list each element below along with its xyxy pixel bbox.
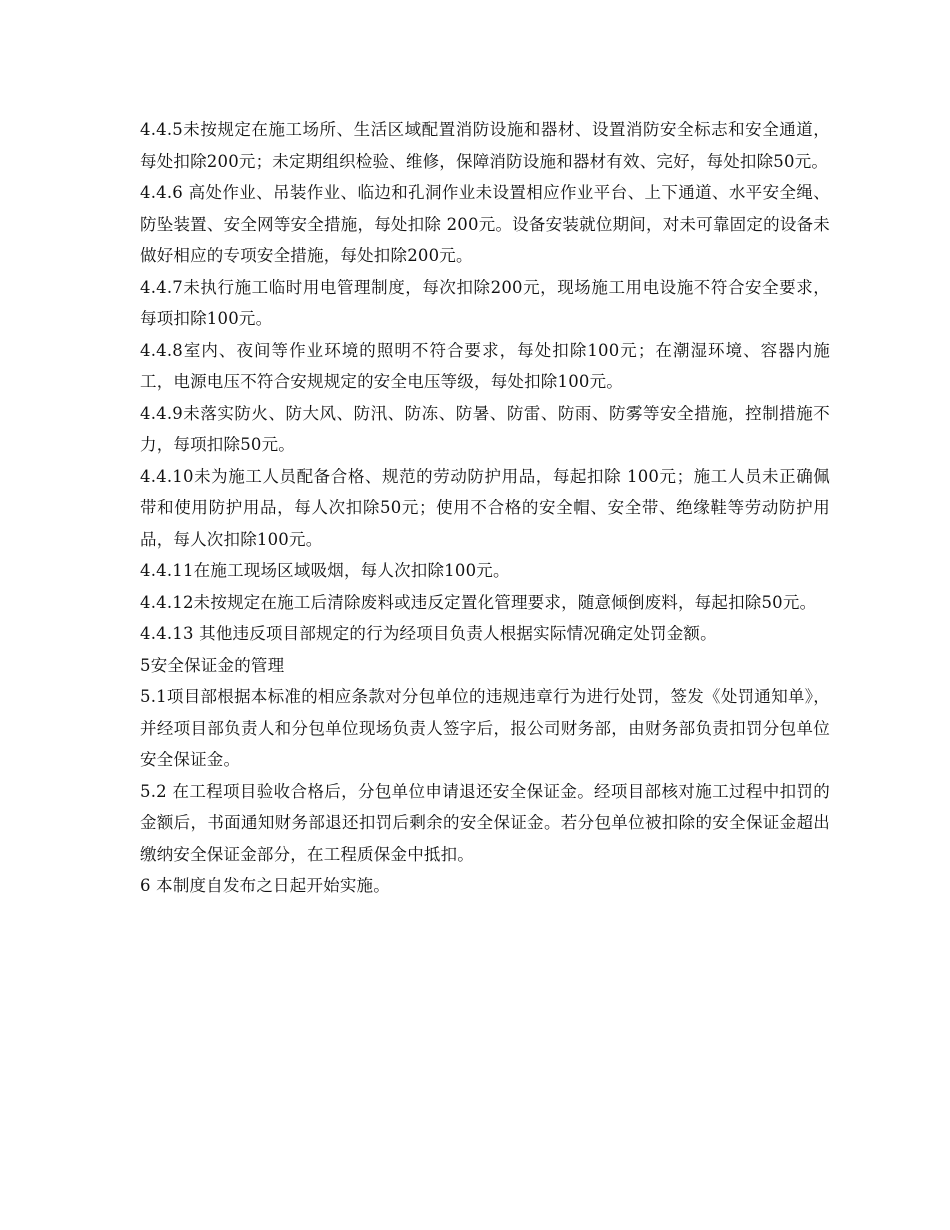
clause-4-4-11: 4.4.11在施工现场区域吸烟，每人次扣除100元。 [140, 561, 510, 580]
clause-4-4-13: 4.4.13 其他违反项目部规定的行为经项目负责人根据实际情况确定处罚金额。 [140, 624, 717, 643]
document-body [140, 114, 830, 902]
clause-5-1: 5.1项目部根据本标准的相应条款对分包单位的违规违章行为进行处罚，签发《处罚通知单》，并经项目部负责人和分包单位现场负责人签字后，报公司财务部，由财务部负责扣罚分包单位安全保证金。 [140, 687, 830, 769]
clause-4-4-6: 4.4.6 高处作业、吊装作业、临边和孔洞作业未设置相应作业平台、上下通道、水平安全绳、防坠装置、安全网等安全措施，每处扣除 200元。设备安装就位期间，对未可靠固定的设备未做好相应的专项安全措施，每处扣除200元。 [140, 183, 830, 265]
clause-6: 6 本制度自发布之日起开始实施。 [140, 876, 390, 895]
clause-4-4-9: 4.4.9未落实防火、防大风、防汛、防冻、防暑、防雷、防雨、防雾等安全措施，控制措施不力，每项扣除50元。 [140, 403, 830, 454]
section-5-heading: 5安全保证金的管理 [140, 655, 285, 675]
clause-4-4-10: 4.4.10未为施工人员配备合格、规范的劳动防护用品，每起扣除 100元；施工人员未正确佩带和使用防护用品，每人次扣除50元；使用不合格的安全帽、安全带、绝缘鞋等劳动防护用品，每人次扣除100元。 [140, 466, 830, 549]
clause-4-4-5: 4.4.5未按规定在施工场所、生活区域配置消防设施和器材、设置消防安全标志和安全通道，每处扣除200元；未定期组织检验、维修，保障消防设施和器材有效、完好，每处扣除50元。 [140, 120, 830, 171]
clause-4-4-12: 4.4.12未按规定在施工后清除废料或违反定置化管理要求，随意倾倒废料，每起扣除50元。 [140, 592, 817, 612]
clause-5-2: 5.2 在工程项目验收合格后，分包单位申请退还安全保证金。经项目部核对施工过程中扣罚的金额后，书面通知财务部退还扣罚后剩余的安全保证金。若分包单位被扣除的安全保证金超出缴纳安全保证金部分，在工程质保金中抵扣。 [140, 781, 830, 864]
clause-4-4-7: 4.4.7未执行施工临时用电管理制度，每次扣除200元，现场施工用电设施不符合安全要求，每项扣除100元。 [140, 277, 830, 328]
clause-4-4-8: 4.4.8室内、夜间等作业环境的照明不符合要求，每处扣除100元；在潮湿环境、容器内施工，电源电压不符合安规规定的安全电压等级，每处扣除100元。 [140, 340, 830, 391]
